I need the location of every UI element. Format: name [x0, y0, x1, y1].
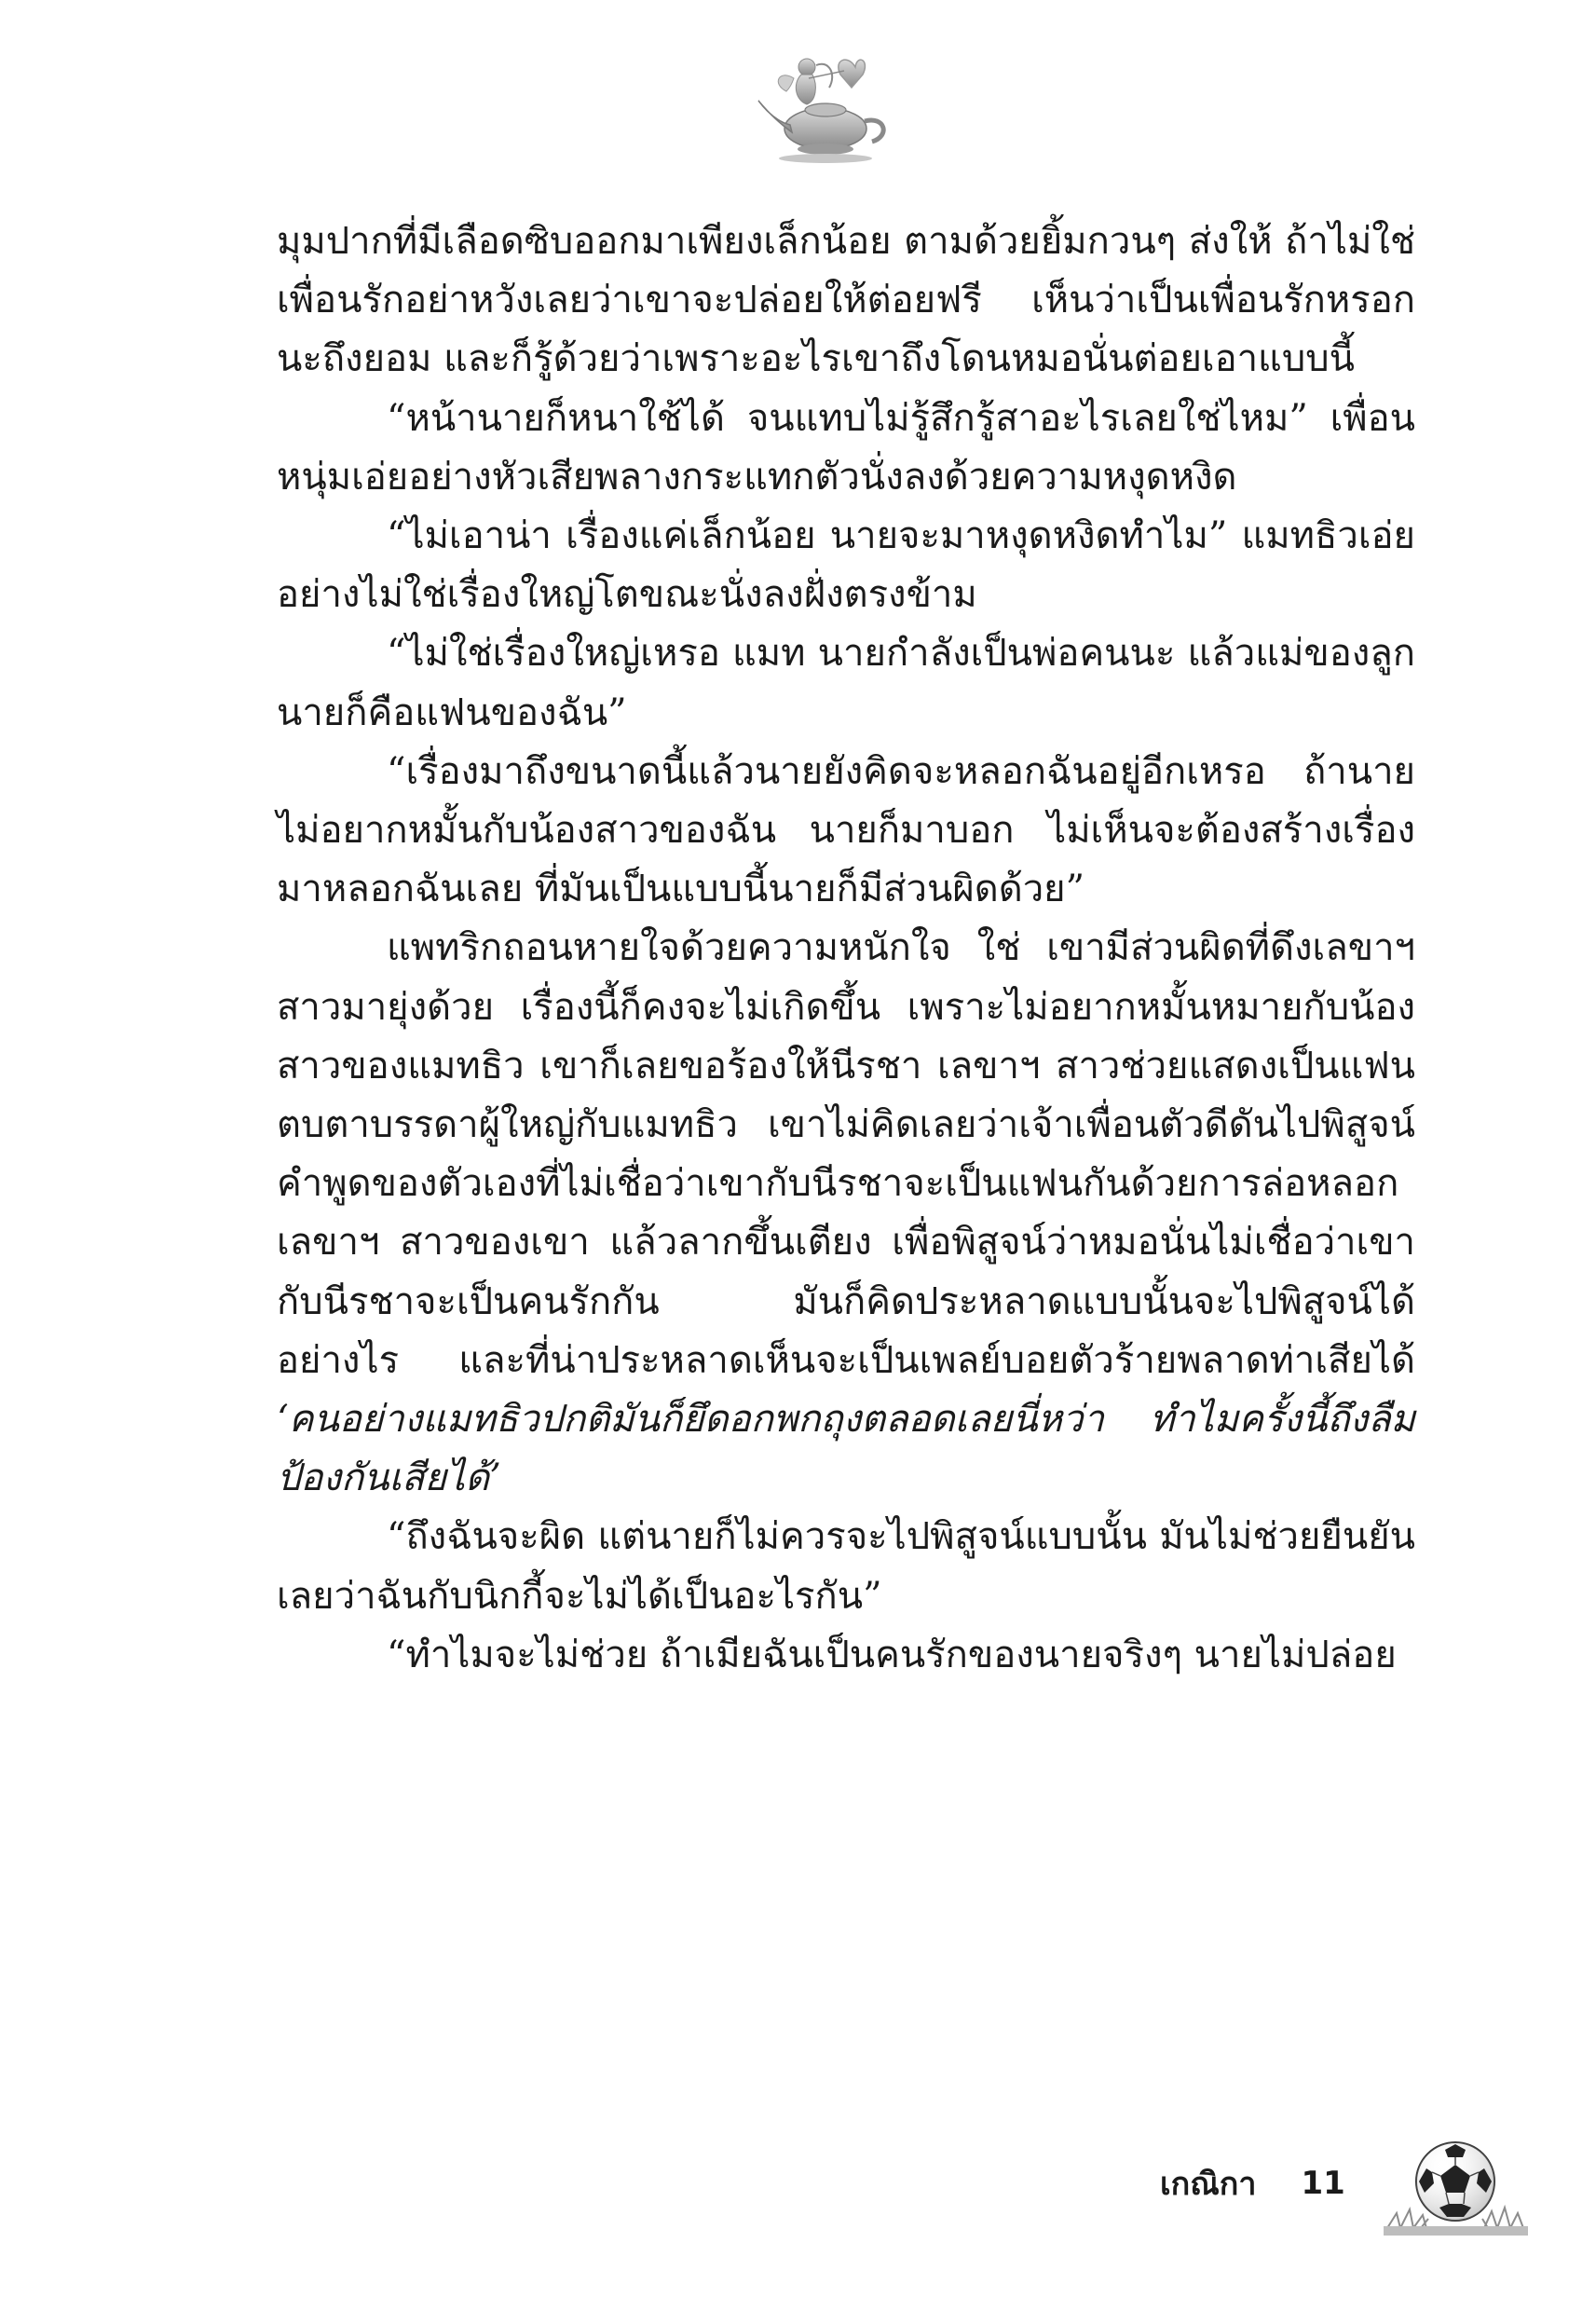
paragraph-8: [277, 1626, 1415, 1685]
paragraph-3: [277, 507, 1415, 624]
paragraph-5-text: “เรื่องมาถึงขนาดนี้แล้วนายยังคิดจะหลอกฉันอยู่อีกเหรอ ถ้านายไม่อยากหมั้นกับน้องสาวของฉัน นายก็มาบอก ไม่เห็นจะต้องสร้างเรื่องมาหลอกฉันเลย ที่มันเป็นแบบนี้นายก็มีส่วนผิดด้วย”: [277, 749, 1415, 911]
paragraph-8-text: “ทำไมจะไม่ช่วย ถ้าเมียฉันเป็นคนรักของนายจริงๆ นายไม่ปล่อย: [387, 1633, 1397, 1676]
page-footer: [1160, 2160, 1345, 2207]
paragraph-2: [277, 390, 1415, 507]
paragraph-6-inner-thought: ‘คนอย่างแมทธิวปกติมันก็ยึดอกพกถุงตลอดเลยนี่หว่า ทำไมครั้งนี้ถึงลืมป้องกันเสียได้’: [277, 1398, 1415, 1500]
teapot-cupid-ornament-icon: [751, 47, 900, 168]
paragraph-1-text: มุมปากที่มีเลือดซิบออกมาเพียงเล็กน้อย ตามด้วยยิ้มกวนๆ ส่งให้ ถ้าไม่ใช่เพื่อนรักอย่าหวังเลยว่าเขาจะปล่อยให้ต่อยฟรี เห็นว่าเป็นเพื่อนรักหรอกนะถึงยอม และก็รู้ด้วยว่าเพราะอะไรเขาถึงโดนหมอนั่นต่อยเอาแบบนี้: [277, 220, 1415, 381]
paragraph-2-text: “หน้านายก็หนาใช้ได้ จนแทบไม่รู้สึกรู้สาอะไรเลยใช่ไหม” เพื่อนหนุ่มเอ่ยอย่างหัวเสียพลางกระแทกตัวนั่งลงด้วยความหงุดหงิด: [277, 396, 1415, 499]
page-number: 11: [1301, 2165, 1345, 2202]
paragraph-4: [277, 624, 1415, 742]
paragraph-7: [277, 1508, 1415, 1625]
paragraph-4-text: “ไม่ใช่เรื่องใหญ่เหรอ แมท นายกำลังเป็นพ่อคนนะ แล้วแม่ของลูกนายก็คือแฟนของฉัน”: [277, 632, 1415, 734]
football-on-grass-icon: [1384, 2127, 1528, 2239]
paragraph-7-text: “ถึงฉันจะผิด แต่นายก็ไม่ควรจะไปพิสูจน์แบบนั้น มันไม่ช่วยยืนยันเลยว่าฉันกับนิกกี้จะไม่ได้เป็นอะไรกัน”: [277, 1515, 1415, 1618]
book-title: เกณิกา: [1160, 2166, 1257, 2203]
paragraph-3-text: “ไม่เอาน่า เรื่องแค่เล็กน้อย นายจะมาหงุดหงิดทำไม” แมทธิวเอ่ยอย่างไม่ใช่เรื่องใหญ่โตขณะนั่งลงฝั่งตรงข้าม: [277, 514, 1415, 617]
paragraph-6: [277, 919, 1415, 1508]
paragraph-6-text: แพทริกถอนหายใจด้วยความหนักใจ ใช่ เขามีส่วนผิดที่ดึงเลขาฯ สาวมายุ่งด้วย เรื่องนี้ก็คงจะไม่เกิดขึ้น เพราะไม่อยากหมั้นหมายกับน้องสาวของแมทธิว เขาก็เลยขอร้องให้นีรชา เลขาฯ สาวช่วยแสดงเป็นแฟนตบตาบรรดาผู้ใหญ่กับแมทธิว เขาไม่คิดเลยว่าเจ้าเพื่อนตัวดีดันไปพิสูจน์คำพูดของตัวเองที่ไม่เชื่อว่าเขากับนีรชาจะเป็นแฟนกันด้วยการล่อหลอกเลขาฯ สาวของเขา แล้วลากขึ้นเตียง เพื่อพิสูจน์ว่าหมอนั่นไม่เชื่อว่าเขากับนีรชาจะเป็นคนรักกัน มันก็คิดประหลาดแบบนั้นจะไปพิสูจน์ได้อย่างไร และที่น่าประหลาดเห็นจะเป็นเพลย์บอยตัวร้ายพลาดท่าเสียได้: [277, 926, 1415, 1382]
paragraph-5: [277, 743, 1415, 920]
body-text: [277, 212, 1415, 1685]
paragraph-1: [277, 212, 1415, 390]
